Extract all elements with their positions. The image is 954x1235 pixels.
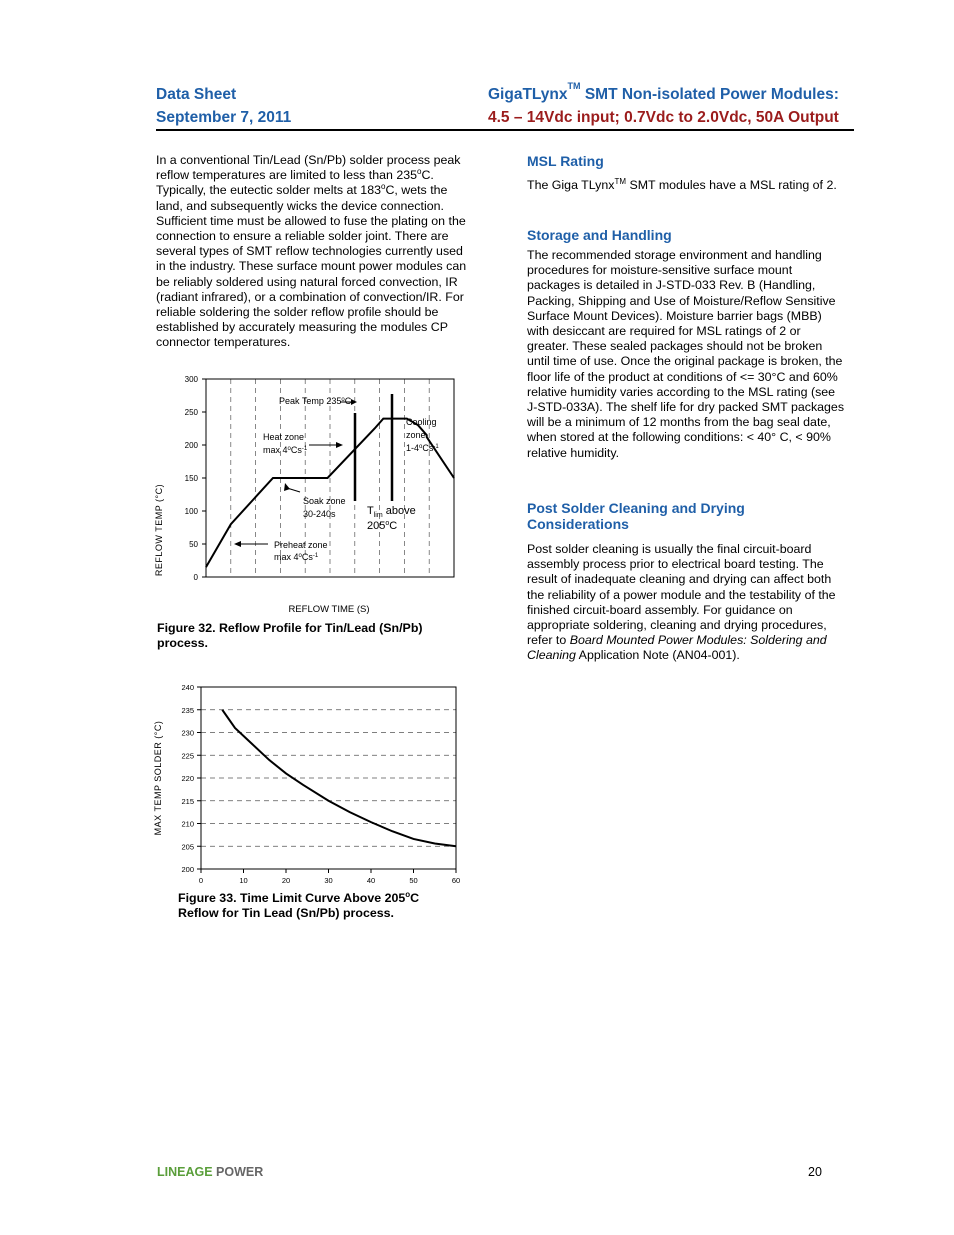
time-limit-xtick-label: 0 (198, 876, 204, 885)
reflow-ytick-label: 250 (184, 408, 198, 417)
cooling-zone-label-3: $1-4^oCs^{-1}$ (406, 443, 439, 453)
doc-type: Data Sheet (156, 86, 237, 103)
preheat-zone-label-2: $\max 4^oCs^{-1}$ (274, 552, 319, 562)
reflow-ytick-label: 300 (184, 375, 198, 384)
preheat-arrow-head (234, 541, 241, 547)
time-limit-xtick-label: 30 (324, 876, 333, 885)
doc-date: September 7, 2011 (156, 109, 292, 126)
msl-paragraph: The Giga TLynx™ SMT modules have a MSL rating of 2. (527, 176, 837, 192)
cleaning-paragraph: Post solder cleaning is usually the final circuit-board assembly process prior to electrical board testing. The result of inadequate cleaning and drying can affect both the reliability of a power module and the testability of the finished circuit-board assembly. For guidance on appropriate soldering, cleaning and drying procedures, refer to Board Mounted Power Modules: Soldering and Cleaning Application Note (AN04-001). (527, 542, 836, 663)
time-limit-ytick-label: 210 (181, 819, 194, 829)
storage-paragraph: The recommended storage environment and handling procedures for moisture-sensitive surface mount packages is detailed in J-STD-033 Rev. B (Handling, Packing, Shipping and Use of Moisture/Reflow Sensitive Surface Mount Devices). Moisture barrier bags (MBB) with desiccant are required for MSL ratings of 2 or greater. These sealed packages should not be broken until time of use. Once the original package is broken, the floor life of the product at conditions of <= 30°C and 60% relative humidity varies according to the MSL rating (see J-STD-033A). The shelf life for dry packed SMT packages will be a minimum of 12 months from the bag seal date, when stored at the following conditions: < 40° C, < 90% relative humidity. (527, 248, 845, 460)
time-limit-xtick-label: 20 (281, 876, 291, 885)
time-limit-xtick-label: 40 (366, 876, 376, 885)
intro-paragraph: In a conventional Tin/Lead (Sn/Pb) solder process peak reflow temperatures are limited to less than 235$^o$C. Typically, the eutectic solder melts at 183$^o$C, wets the land, and subsequently wicks the device connection. Sufficient time must be allowed to fuse the plating on the connection to ensure a reliable solder joint. There are several types of SMT reflow technologies currently used in the industry. These surface mount power modules can be reliably soldered using natural forced convection, IR (radiant infrared), or a combination of convection/IR. For reliable soldering the solder reflow profile should be established by accurately measuring the modules CP connector temperatures. (156, 153, 467, 350)
time-limit-chart (148, 678, 468, 893)
peak-temp-label: Peak Temp 235$^o$C (279, 396, 352, 406)
soak-zone-label-2: 30-240s (303, 509, 336, 519)
figure-32-caption: Figure 32. Reflow Profile for Tin/Lead (Sn/Pb) process. (157, 621, 423, 650)
msl-heading: MSL Rating (527, 153, 604, 169)
heat-arrow-head (336, 442, 343, 448)
time-limit-ytick-label: 225 (181, 751, 194, 761)
reflow-ylabel: REFLOW TEMP (°C) (154, 483, 164, 577)
peak-arrow-head (351, 399, 357, 405)
reflow-ytick-label: 200 (184, 441, 198, 450)
time-limit-ylabel: MAX TEMP SOLDER (°C) (153, 720, 163, 836)
reflow-ytick-label: 0 (193, 573, 198, 582)
time-limit-xtick-label: 60 (451, 876, 461, 885)
reflow-ytick-label: 100 (184, 507, 198, 516)
time-limit-xtick-label: 50 (409, 876, 418, 885)
figure-33-caption: Figure 33. Time Limit Curve Above 205$^o$C Reflow for Tin Lead (Sn/Pb) process. (178, 889, 420, 920)
product-subtitle: 4.5 – 14Vdc input; 0.7Vdc to 2.0Vdc, 50A Output (488, 109, 839, 126)
cleaning-heading: Post Solder Cleaning and Drying Considerations (527, 500, 745, 532)
time-limit-ytick-label: 235 (181, 705, 194, 715)
time-limit-ytick-label: 230 (181, 728, 194, 738)
heat-zone-label-2: $\max 4^oCs^{-1}$ (263, 445, 308, 455)
cooling-zone-label-1: Cooling (406, 417, 437, 427)
preheat-zone-label-1: Preheat zone (274, 540, 328, 550)
heat-zone-label-1: Heat zone (263, 432, 305, 442)
time-limit-ytick-label: 215 (181, 796, 194, 806)
page-number: 20 (808, 1165, 822, 1179)
storage-heading: Storage and Handling (527, 227, 672, 243)
header-divider (156, 129, 854, 131)
soak-arrow-head (284, 483, 290, 491)
time-limit-xtick-label: 10 (239, 876, 248, 885)
soak-zone-label-1: Soak zone (303, 496, 346, 506)
reflow-xlabel: REFLOW TIME (S) (288, 604, 370, 615)
product-title: GigaTLynx™ SMT Non-isolated Power Modules: (488, 80, 839, 103)
reflow-profile-chart (148, 370, 478, 620)
reflow-ytick-label: 150 (184, 474, 198, 483)
time-limit-ytick-label: 205 (181, 842, 194, 852)
time-limit-ytick-label: 200 (181, 865, 194, 874)
time-limit-ytick-label: 240 (181, 683, 194, 692)
cooling-zone-label-2: zone (406, 430, 426, 440)
footer-brand: LINEAGE POWER (157, 1165, 264, 1179)
time-limit-ytick-label: 220 (181, 774, 194, 783)
tlim-label-2: 205$^o$C (367, 520, 398, 532)
reflow-ytick-label: 50 (189, 540, 198, 549)
tlim-label-1: $T_{lim}$ above (367, 505, 416, 519)
